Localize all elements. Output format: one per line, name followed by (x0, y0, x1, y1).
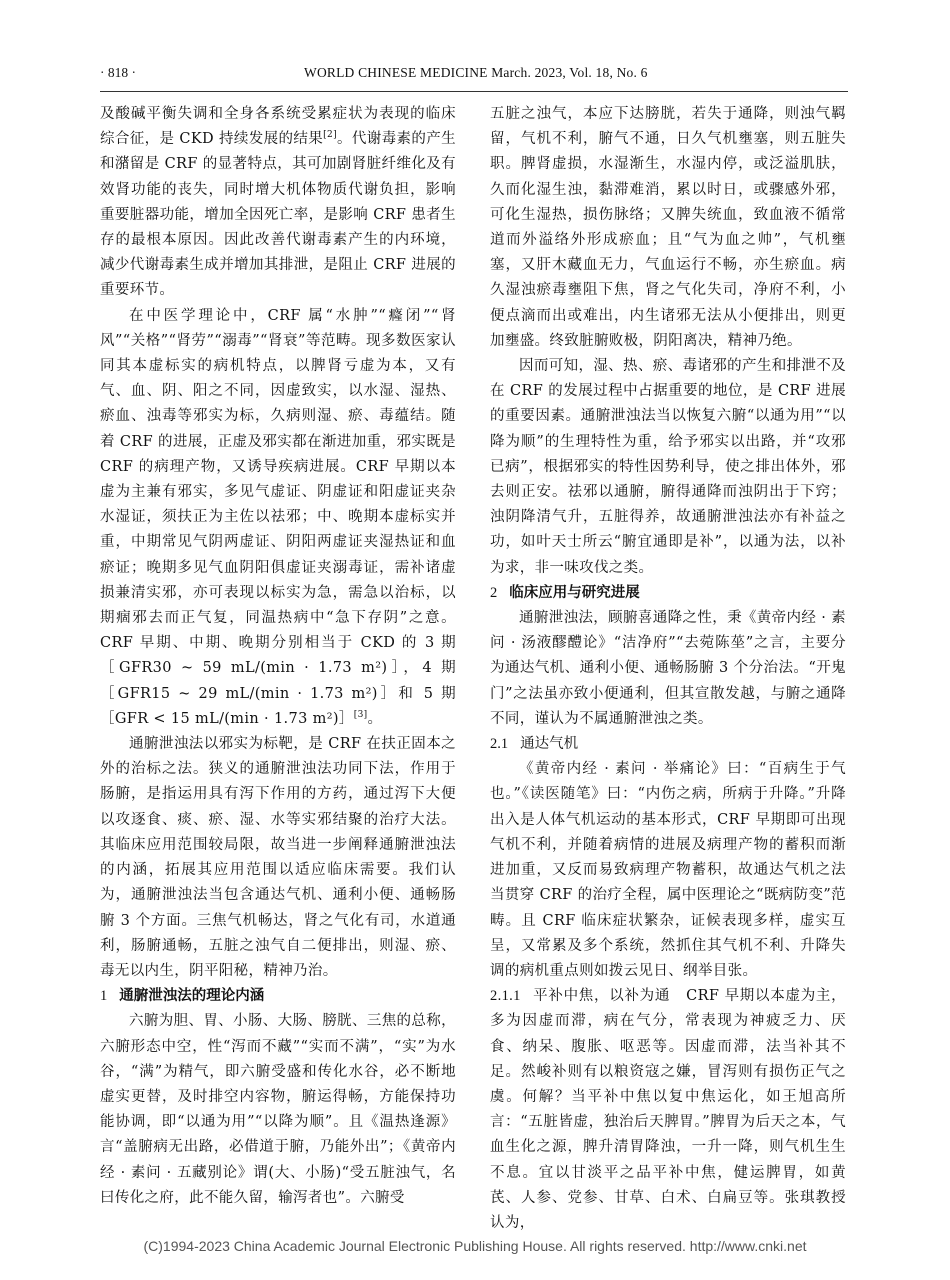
subsection-number-2-1-1: 2.1.1 (490, 988, 521, 1005)
citation-ref: [2] (323, 130, 337, 141)
paragraph-1: 及酸碱平衡失调和全身各系统受累症状为表现的临床综合征，是 CKD 持续发展的结果[2]。代谢毒素的产生和潴留是 CRF 的显著特点，其可加剧肾脏纤维化及有效肾功能的丧失，同时增大机体物质代谢负担，影响重要脏器功能，增加全因死亡率，是影响 CRF 患者生存的最根本原因。因此改善代谢毒素产生的内环境，减少代谢毒素生成并增加其排泄，是阻止 CRF 进展的重要环节。 (100, 106, 456, 299)
paragraph-2: 在中医学理论中，CRF 属“水肿”“癃闭”“肾风”“关格”“肾劳”“溺毒”“肾衰”等范畴。现多数医家认同其本虚标实的病机特点，以脾肾亏虚为本，又有气、血、阴、阳之不同，因虚致实，以水湿、湿热、瘀血、浊毒等邪实为标，久病则湿、瘀、毒蕴结。随着 CRF 的进展，正虚及邪实都在渐进加重，邪实既是 CRF 的病理产物，又诱导疾病进展。CRF 早期以本虚为主兼有邪实，多见气虚证、阴虚证和阳虚证夹杂水湿证，须扶正为主佐以祛邪；中、晚期本虚标实并重，中期常见气阴两虚证、阴阳两虚证夹湿热证和血瘀证；晚期多见气血阴阳俱虚证夹溺毒证，需补诸虚损兼清实邪，亦可表现以标实为急，需急以治标，以期痼邪去而正气复，同温热病中“急下存阴”之意。CRF 早期、中期、晚期分别相当于 CKD 的 3 期［GFR30 ~ 59 mL/(min · 1.73 m²)］，4 期［GFR15 ~ 29 mL/(min · 1.73 m²)］和 5 期［GFR < 15 mL/(min · 1.73 m²)］[3]。 (100, 307, 456, 727)
running-header (100, 55, 848, 92)
left-column (100, 102, 456, 1211)
page-number: · 818 · (100, 65, 136, 80)
section-heading-1: 1 通腑泄浊法的理论内涵 (100, 988, 265, 1005)
right-column (490, 102, 846, 1236)
citation-ref: [3] (353, 710, 368, 721)
section-heading-2: 2 临床应用与研究进展 (490, 584, 640, 601)
paragraph-9: 2.1.1 平补中焦，以补为通 CRF 早期以本虚为主，多为因虚而滞，病在气分，常表现为神疲乏力、厌食、纳呆、腹胀、呕恶等。因虚而滞，法当补其不足。然峻补则有以粮资寇之嫌，冒泻则有损伤正气之虞。何解？当平补中焦以复中焦运化，如王旭高所言：“五脏皆虚，独治后天脾胃。”脾胃为后天之本，气血生化之源，脾升清胃降浊，一升一降，则气机生生不息。宜以甘淡平之品平补中焦，健运脾胃，如黄芪、人参、党参、甘草、白术、白扁豆等。张琪教授认为， (490, 988, 846, 1231)
paragraph-5: 五脏之浊气，本应下达膀胱，若失于通降，则浊气羁留，气机不利，腑气不通，日久气机壅塞，则五脏失职。脾肾虚损，水湿渐生，水湿内停，或泛溢肌肤，久而化湿生浊，黏滞难消，累以时日，或骤感外邪，可化生湿热，损伤脉络；又脾失统血，致血液不循常道而外溢络外形成瘀血；且“气为血之帅”，气机壅塞，又肝木藏血无力，气血运行不畅，亦生瘀血。病久湿浊瘀毒壅阻下焦，肾之气化失司，净府不利，小便点滴而出或难出，内生诸邪无法从小便排出，则更加壅盛。终致脏腑败极，阴阳离决，精神乃绝。 (490, 106, 846, 349)
paragraph-4: 六腑为胆、胃、小肠、大肠、膀胱、三焦的总称，六腑形态中空，性“泻而不藏”“实而不满”，“实”为水谷，“满”为精气，即六腑受盛和传化水谷，必不断地虚实更替，及时排空内容物，腑运得畅，方能保持功能协调，即“以通为用”“以降为顺”。且《温热逢源》言“盖腑病无出路，必借道于腑，乃能外出”；《黄帝内经 · 素问 · 五藏别论》谓(大、小肠)“受五脏浊气，名曰传化之府，此不能久留，输泻者也”。六腑受 (100, 1013, 456, 1206)
journal-info: WORLD CHINESE MEDICINE March. 2023, Vol. 18, No. 6 (304, 65, 648, 80)
paragraph-8: 《黄帝内经 · 素问 · 举痛论》曰：“百病生于气也。”《读医随笔》曰：“内伤之病，所病于升降。”升降出入是人体气机运动的基本形式，CRF 早期即可出现气机不利，并随着病情的进展及病理产物的蓄积而渐进加重，又反而易致病理产物蓄积，故通达气机之法当贯穿 CRF 的治疗全程，属中医理论之“既病防变”范畴。且 CRF 临床症状繁杂，证候表现多样，虚实互呈，又常累及多个系统，然抓住其气机不利、升降失调的病机重点则如拨云见日、纲举目张。 (490, 761, 846, 979)
subsection-heading-2-1: 2.1 通达气机 (490, 736, 579, 753)
copyright-footer: (C)1994-2023 China Academic Journal Electronic Publishing House. All rights reserved. http://www.cnki.net (143, 1238, 807, 1254)
paragraph-6: 因而可知，湿、热、瘀、毒诸邪的产生和排泄不及在 CRF 的发展过程中占据重要的地位，是 CRF 进展的重要因素。通腑泄浊法当以恢复六腑“以通为用”“以降为顺”的生理特性为重，给予邪实以出路，并“攻邪已病”，根据邪实的特性因势利导，使之排出体外，邪去则正安。祛邪以通腑，腑得通降而浊阴出于下窍；浊阴降清气升，五脏得养，故通腑泄浊法亦有补益之功，如叶天士所云“腑宜通即是补”，以通为法，以补为求，非一味攻伐之类。 (490, 358, 846, 576)
paragraph-3: 通腑泄浊法以邪实为标靶，是 CRF 在扶正固本之外的治标之法。狭义的通腑泄浊法功同下法，作用于肠腑，是指运用具有泻下作用的方药，通过泻下大便以攻逐食、痰、瘀、湿、水等实邪结聚的治疗大法。其临床应用范围较局限，故当进一步阐释通腑泄浊法的内涵，拓展其应用范围以适应临床需要。我们认为，通腑泄浊法当包含通达气机、通利小便、通畅肠腑 3 个方面。三焦气机畅达，肾之气化有司，水道通利，肠腑通畅，五脏之浊气自二便排出，则湿、瘀、毒无以内生，阴平阳秘，精神乃治。 (100, 736, 456, 979)
paragraph-7: 通腑泄浊法，顾腑喜通降之性，秉《黄帝内经 · 素问 · 汤液醪醴论》“洁净府”“去菀陈莝”之言，主要分为通达气机、通利小便、通畅肠腑 3 个分治法。“开鬼门”之法虽亦致小便通利，但其宣散发越，与腑之通降不同，谨认为不属通腑泄浊之类。 (490, 610, 846, 727)
subsection-title-2-1-1: 平补中焦，以补为通 (532, 988, 671, 1005)
